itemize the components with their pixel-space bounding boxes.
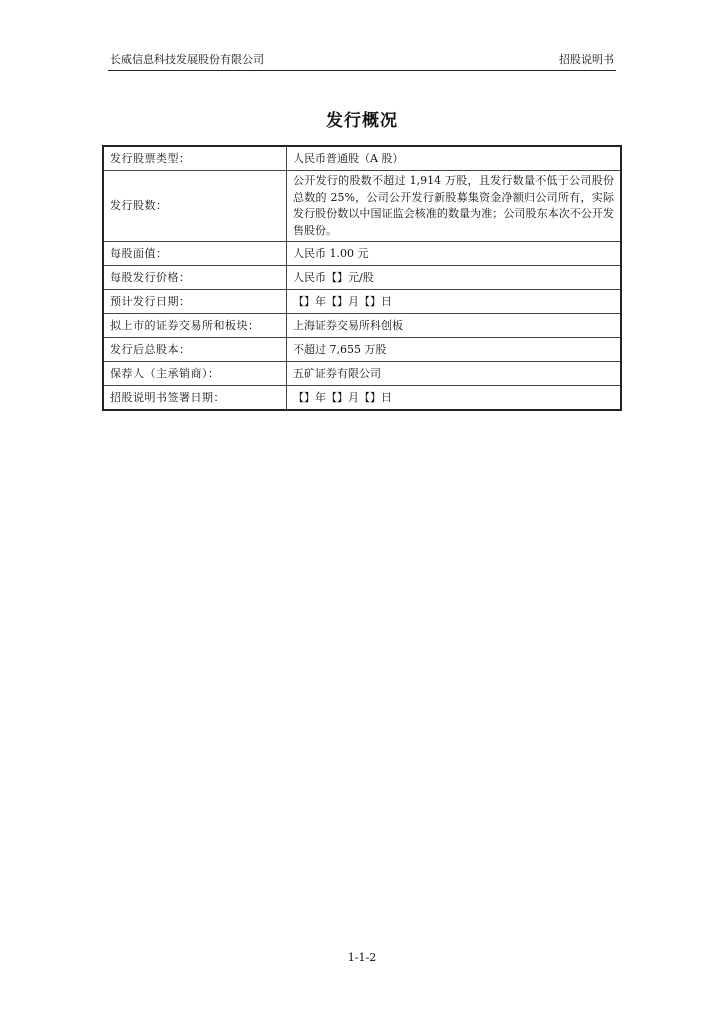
row-label-total-shares: 发行后总股本： (103, 338, 287, 362)
page-title: 发行概况 (326, 111, 398, 131)
row-label-par-value: 每股面值： (103, 242, 287, 266)
header-company-name: 长威信息科技发展股份有限公司 (110, 53, 264, 66)
page-number: 1-1-2 (347, 951, 377, 964)
issuance-overview-table (102, 145, 622, 411)
row-value-stock-type: 人民币普通股（A 股） (287, 146, 622, 171)
row-value-exchange: 上海证券交易所科创板 (287, 314, 622, 338)
row-value-par-value: 人民币 1.00 元 (287, 242, 622, 266)
row-value-issue-date: 【】年【】月【】日 (287, 290, 622, 314)
table-row (103, 362, 621, 386)
row-value-issue-price: 人民币【】元/股 (287, 266, 622, 290)
table-row (103, 242, 621, 266)
row-label-exchange: 拟上市的证券交易所和板块： (103, 314, 287, 338)
row-label-stock-type: 发行股票类型： (103, 146, 287, 171)
table-row (103, 314, 621, 338)
page-header (108, 52, 616, 71)
table-row (103, 146, 621, 171)
row-value-signing-date: 【】年【】月【】日 (287, 386, 622, 411)
row-label-signing-date: 招股说明书签署日期： (103, 386, 287, 411)
table-row (103, 290, 621, 314)
row-value-sponsor: 五矿证券有限公司 (287, 362, 622, 386)
row-value-share-count: 公开发行的股数不超过 1,914 万股，且发行数量不低于公司股份总数的 25%，公司公开发行新股募集资金净额归公司所有，实际发行股份数以中国证监会核准的数量为准；公司股东本次不公开发售股份。 (287, 171, 622, 242)
row-label-issue-price: 每股发行价格： (103, 266, 287, 290)
table-row (103, 338, 621, 362)
table-row (103, 386, 621, 411)
row-value-total-shares: 不超过 7,655 万股 (287, 338, 622, 362)
table-row (103, 171, 621, 242)
row-label-share-count: 发行股数： (103, 171, 287, 242)
row-label-issue-date: 预计发行日期： (103, 290, 287, 314)
table-row (103, 266, 621, 290)
header-document-type: 招股说明书 (559, 53, 614, 66)
row-label-sponsor: 保荐人（主承销商）： (103, 362, 287, 386)
